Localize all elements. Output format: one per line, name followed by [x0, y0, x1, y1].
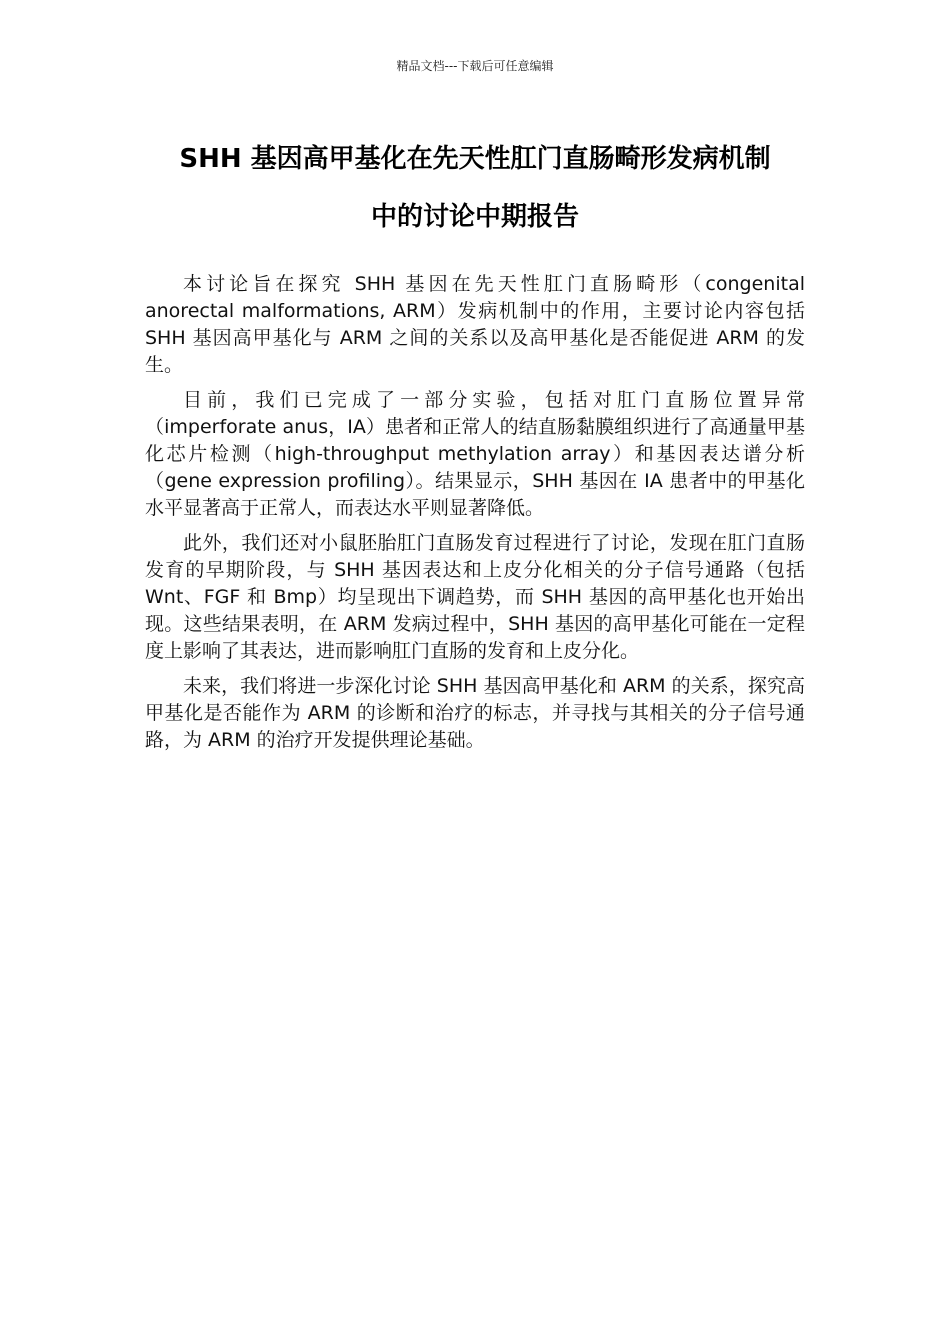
title-line-1: SHH 基因高甲基化在先天性肛门直肠畸形发病机制: [179, 144, 771, 174]
paragraph-progress: 目前，我们已完成了一部分实验，包括对肛门直肠位置异常（imperforate anus，IA）患者和正常人的结直肠黏膜组织进行了高通量甲基化芯片检测（high-throughput methylation array）和基因表达谱分析（gene expression profiling）。结果显示，SHH 基因在 IA 患者中的甲基化水平显著高于正常人，而表达水平则显著降低。: [145, 389, 805, 519]
paragraph-mouse-study: 此外，我们还对小鼠胚胎肛门直肠发育过程进行了讨论，发现在肛门直肠发育的早期阶段，与 SHH 基因表达和上皮分化相关的分子信号通路（包括 Wnt、FGF 和 Bmp）均呈现出下调趋势，而 SHH 基因的高甲基化也开始出现。这些结果表明，在 ARM 发病过程中，SHH 基因的高甲基化可能在一定程度上影响了其表达，进而影响肛门直肠的发育和上皮分化。: [145, 532, 805, 662]
paragraph-intro: 本讨论旨在探究 SHH 基因在先天性肛门直肠畸形（congenital anorectal malformations, ARM）发病机制中的作用，主要讨论内容包括 SHH 基因高甲基化与 ARM 之间的关系以及高甲基化是否能促进 ARM 的发生。: [145, 273, 805, 376]
title-line-2: 中的讨论中期报告: [370, 202, 579, 232]
page-header: 精品文档---下载后可任意编辑: [396, 59, 554, 73]
document-title: [120, 130, 830, 246]
paragraph-future: 未来，我们将进一步深化讨论 SHH 基因高甲基化和 ARM 的关系，探究高甲基化是否能作为 ARM 的诊断和治疗的标志，并寻找与其相关的分子信号通路，为 ARM 的治疗开发提供理论基础。: [145, 675, 805, 751]
document-body: [145, 271, 805, 762]
